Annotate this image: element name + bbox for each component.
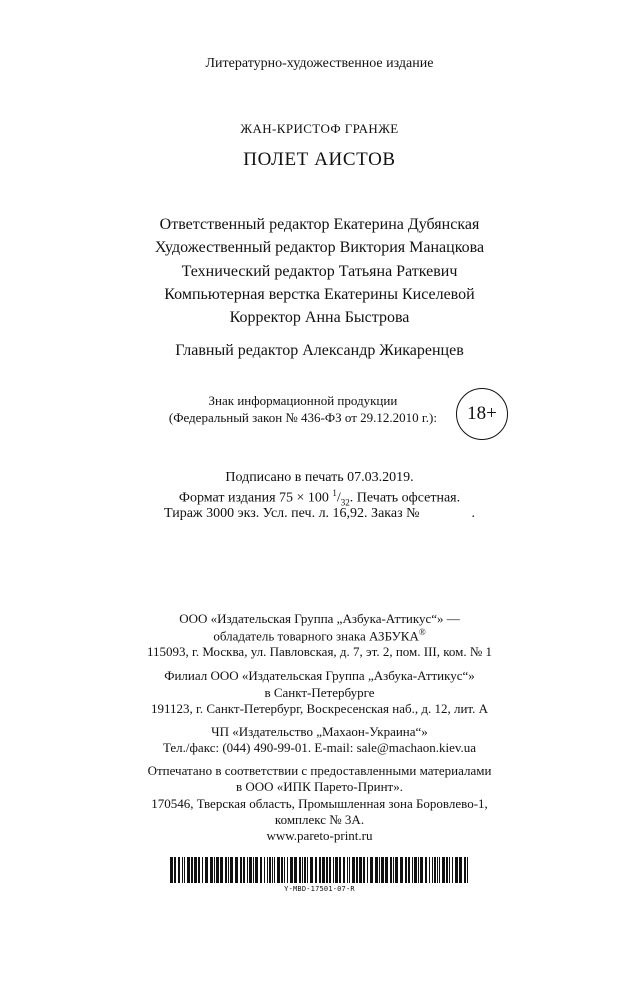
ukraine-publisher: ЧП «Издательство „Махаон-Украина“» (211, 724, 428, 739)
barcode-bar (347, 857, 348, 883)
barcode-bar (182, 857, 183, 883)
barcode-bar (202, 857, 203, 883)
barcode-bar (184, 857, 185, 883)
printer-line-2: в ООО «ИПК Парето-Принт». (235, 779, 403, 794)
barcode-bar (260, 857, 262, 883)
barcode-code: Y-MBD-17501-07-R (284, 885, 355, 893)
registered-mark: ® (418, 627, 426, 637)
barcode-bar (393, 857, 394, 883)
barcode-bar (299, 857, 301, 883)
print-format-numerator: 1 (332, 488, 337, 498)
barcode-bar (349, 857, 350, 883)
barcode-bar (414, 857, 417, 883)
barcode-bar (205, 857, 208, 883)
barcode-bar (432, 857, 433, 883)
publisher-trademark (0, 628, 639, 642)
barcode-bar (269, 857, 271, 883)
printer-complex: комплекс № 3А. (274, 812, 365, 827)
barcode-bar (253, 857, 254, 883)
barcode-bar (467, 857, 468, 883)
barcode-bar (302, 857, 303, 883)
barcode-bar (352, 857, 355, 883)
info-notice-line-2: (Федеральный закон № 436-ФЗ от 29.12.2010 г.): (168, 410, 437, 425)
barcode-bar (359, 857, 362, 883)
barcode-bar (230, 857, 233, 883)
barcode-bar (216, 857, 219, 883)
print-run-end: . (471, 506, 475, 521)
barcode-bar (408, 857, 410, 883)
barcode-bar (343, 857, 345, 883)
age-rating-label: 18+ (467, 403, 497, 424)
print-format: Формат издания 75 × 100 $^1/_{32}$. Печать офсетная. (178, 488, 461, 508)
barcode-bar (459, 857, 462, 883)
barcode-bar (405, 857, 407, 883)
barcode-bar (249, 857, 252, 883)
barcode-bar (400, 857, 403, 883)
info-product-notice (0, 388, 639, 440)
barcode-bar (277, 857, 280, 883)
barcode-bar (187, 857, 190, 883)
barcode-bar (367, 857, 368, 883)
barcode-bar (455, 857, 458, 883)
barcode-bar (375, 857, 378, 883)
barcode-bar (274, 857, 275, 883)
printer-website: www.pareto-print.ru (266, 828, 373, 843)
barcode-bar (225, 857, 227, 883)
barcode-bar (418, 857, 419, 883)
barcode-bar (425, 857, 427, 883)
barcode-bar (437, 857, 438, 883)
barcode-bar (191, 857, 193, 883)
author-name: ЖАН-КРИСТОФ ГРАНЖЕ (240, 121, 399, 136)
credit-layout: Компьютерная верстка Екатерины Киселевой (164, 286, 475, 303)
barcode-bar (319, 857, 321, 883)
barcode-bar (333, 857, 334, 883)
barcode-bar (240, 857, 242, 883)
branch-city: в Санкт-Петербурге (264, 685, 375, 700)
barcode-bar (429, 857, 430, 883)
barcode-bar (214, 857, 215, 883)
barcode-bar (379, 857, 380, 883)
print-format-suffix: . Печать офсетная. (349, 490, 461, 506)
barcode-bar (395, 857, 398, 883)
barcode-bar (307, 857, 308, 883)
branch-name: Филиал ООО «Издательская Группа „Азбука-Аттикус“» (164, 668, 475, 683)
barcode-bar (390, 857, 392, 883)
barcode-bar (281, 857, 283, 883)
barcode-bar (178, 857, 180, 883)
barcode-bar (170, 857, 173, 883)
barcode-bar (255, 857, 258, 883)
ukraine-contacts: Тел./факс: (044) 490-99-01. E-mail: sale@machaon.kiev.ua (162, 740, 477, 755)
edition-type: Литературно-художественное издание (205, 56, 434, 71)
barcode-bar (439, 857, 440, 883)
book-title: ПОЛЕТ АИСТОВ (243, 149, 396, 170)
chief-editor: Главный редактор Александр Жикаренцев (175, 342, 464, 359)
barcode-bar (198, 857, 200, 883)
barcode-bar (290, 857, 293, 883)
barcode-bar (294, 857, 297, 883)
publisher-trademark-text: обладатель товарного знака АЗБУКА (213, 628, 419, 644)
barcode-bar (220, 857, 223, 883)
barcode-bar (329, 857, 331, 883)
barcode-bar (267, 857, 268, 883)
barcode-bar (464, 857, 466, 883)
barcode-bar (326, 857, 328, 883)
barcode-bar (412, 857, 413, 883)
barcode-bar (228, 857, 229, 883)
barcode-bar (243, 857, 245, 883)
barcode (170, 857, 470, 883)
credit-technical-editor: Технический редактор Татьяна Раткевич (181, 263, 458, 280)
barcode-bar (284, 857, 285, 883)
info-notice-line-1: Знак информационной продукции (208, 393, 398, 408)
print-run-text: Тираж 3000 экз. Усл. печ. л. 16,92. Заказ № (164, 506, 420, 521)
barcode-bar (339, 857, 341, 883)
print-format-denominator: 32 (340, 497, 350, 508)
barcode-bar (442, 857, 445, 883)
credit-responsible-editor: Ответственный редактор Екатерина Дубянская (159, 216, 480, 233)
credit-proofreader: Корректор Анна Быстрова (229, 309, 410, 326)
barcode-bar (287, 857, 288, 883)
barcode-bar (420, 857, 423, 883)
print-run (0, 507, 639, 521)
barcode-bar (247, 857, 248, 883)
age-rating-badge (456, 388, 508, 440)
barcode-bar (335, 857, 338, 883)
barcode-bar (356, 857, 358, 883)
info-notice-text (169, 392, 437, 426)
barcode-bar (446, 857, 448, 883)
print-format-prefix: Формат издания 75 × 100 (178, 490, 329, 506)
barcode-bar (174, 857, 176, 883)
publisher-address: 115093, г. Москва, ул. Павловская, д. 7, эт. 2, пом. III, ком. № 1 (146, 644, 493, 659)
barcode-bar (310, 857, 313, 883)
barcode-bar (370, 857, 373, 883)
barcode-bar (210, 857, 213, 883)
barcode-bar (194, 857, 197, 883)
barcode-bar (304, 857, 306, 883)
branch-address: 191123, г. Санкт-Петербург, Воскресенская наб., д. 12, лит. А (151, 701, 488, 716)
barcode-bar (272, 857, 273, 883)
barcode-bar (434, 857, 436, 883)
barcode-bar (385, 857, 388, 883)
printer-line-1: Отпечатано в соответствии с предоставленными материалами (147, 763, 492, 778)
barcode-bar (315, 857, 317, 883)
printer-address: 170546, Тверская область, Промышленная зона Боровлево-1, (151, 796, 488, 811)
barcode-bar (381, 857, 384, 883)
credit-art-editor: Художественный редактор Виктория Манацкова (154, 239, 485, 256)
barcode-bar (264, 857, 265, 883)
barcode-bar (235, 857, 238, 883)
barcode-bar (322, 857, 325, 883)
publisher-name: ООО «Издательская Группа „Азбука-Аттикус“» — (179, 611, 460, 626)
barcode-bar (449, 857, 450, 883)
barcode-bar (363, 857, 365, 883)
print-signed: Подписано в печать 07.03.2019. (225, 470, 414, 485)
barcode-bar (452, 857, 453, 883)
